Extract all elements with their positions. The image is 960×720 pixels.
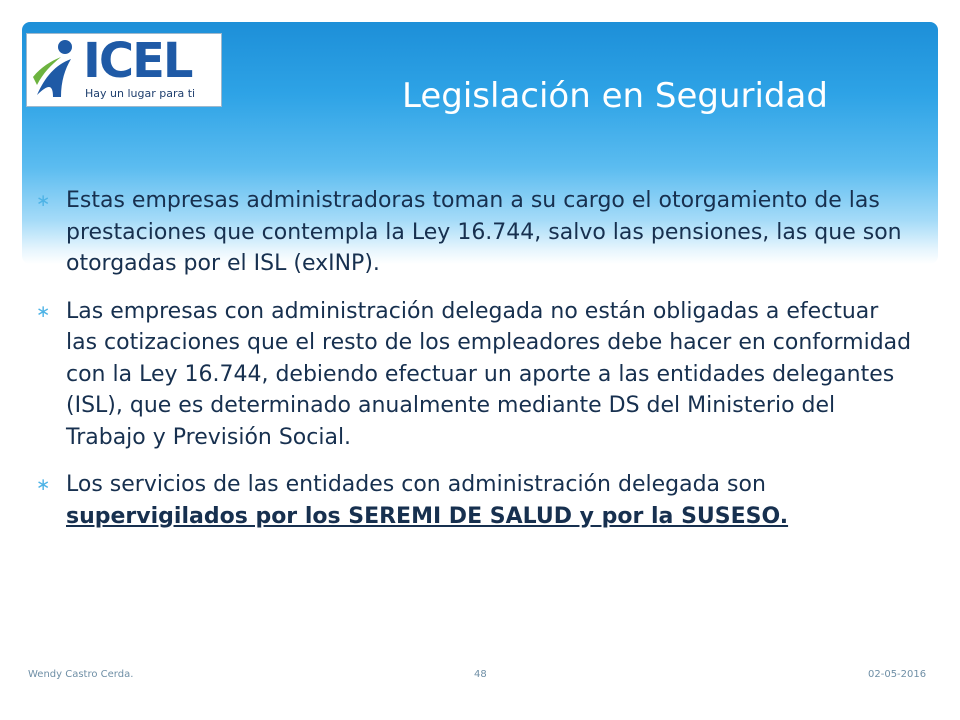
bullet-list — [36, 185, 916, 548]
emphasized-text: supervigilados por los SEREMI DE SALUD y por la SUSESO. — [66, 503, 789, 529]
bullet-item — [36, 185, 916, 280]
asterisk-bullet-icon: ∗ — [36, 475, 51, 495]
footer-author: Wendy Castro Cerda. — [28, 669, 134, 680]
logo-wordmark: ICEL — [83, 33, 192, 89]
asterisk-bullet-icon: ∗ — [36, 301, 51, 322]
bullet-text: Las empresas con administración delegada no están obligadas a efectuar las cotizaciones que el resto de los empleadores debe hacer en conformidad con la Ley 16.744, debiendo efectuar un aporte a las entidades delegantes (ISL), que es determinado anualmente mediante DS del Ministerio del Trabajo y Previsión Social. — [66, 298, 912, 450]
icel-logo — [26, 33, 222, 107]
bullet-item — [36, 469, 916, 532]
slide-title: Legislación en Seguridad — [402, 76, 828, 116]
bullet-item — [36, 296, 916, 454]
footer-page-number: 48 — [474, 669, 487, 680]
logo-tagline: Hay un lugar para ti — [85, 87, 196, 100]
person-swoosh-icon — [31, 37, 83, 103]
footer-date: 02-05-2016 — [868, 669, 927, 680]
bullet-text: Los servicios de las entidades con administración delegada son — [66, 472, 766, 497]
asterisk-bullet-icon: ∗ — [36, 191, 51, 211]
bullet-text: Estas empresas administradoras toman a su cargo el otorgamiento de las prestaciones que contempla la Ley 16.744, salvo las pensiones, las que son otorgadas por el ISL (exINP). — [66, 188, 902, 276]
